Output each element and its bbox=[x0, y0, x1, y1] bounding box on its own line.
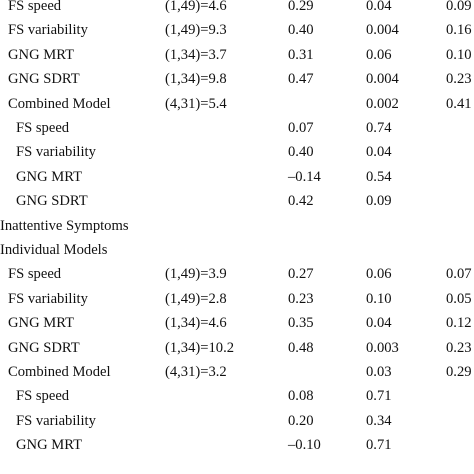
p-value: 0.06 bbox=[366, 46, 392, 63]
r-squared-value: 0.09 bbox=[446, 0, 472, 14]
f-statistic: (1,49)=9.3 bbox=[165, 22, 227, 39]
row-label: FS variability bbox=[8, 290, 88, 307]
r-squared-value: 0.29 bbox=[446, 364, 472, 380]
table-row bbox=[0, 189, 474, 213]
beta-value: 0.29 bbox=[288, 0, 314, 14]
row-label: Individual Models bbox=[0, 242, 108, 258]
beta-value: 0.07 bbox=[288, 120, 314, 136]
p-value: 0.04 bbox=[366, 315, 392, 332]
beta-value: 0.20 bbox=[288, 412, 314, 429]
beta-value: 0.35 bbox=[288, 315, 314, 332]
p-value: 0.09 bbox=[366, 193, 392, 210]
f-statistic: (1,34)=4.6 bbox=[165, 315, 227, 332]
f-statistic: (1,49)=2.8 bbox=[165, 290, 227, 307]
p-value: 0.003 bbox=[366, 339, 399, 356]
p-value: 0.004 bbox=[366, 71, 399, 88]
beta-value: 0.42 bbox=[288, 193, 314, 210]
table-row bbox=[0, 384, 474, 408]
table-row bbox=[0, 311, 474, 335]
table-row bbox=[0, 165, 474, 189]
table-row bbox=[0, 214, 474, 238]
table-row bbox=[0, 18, 474, 42]
r-squared-value: 0.23 bbox=[446, 71, 472, 88]
f-statistic: (1,49)=4.6 bbox=[165, 0, 227, 14]
table-row bbox=[0, 116, 474, 140]
r-squared-value: 0.10 bbox=[446, 46, 472, 63]
p-value: 0.54 bbox=[366, 168, 392, 185]
row-label: GNG MRT bbox=[16, 168, 83, 185]
table-row bbox=[0, 92, 474, 116]
row-label: Combined Model bbox=[8, 364, 111, 380]
p-value: 0.10 bbox=[366, 290, 392, 307]
table-row bbox=[0, 262, 474, 286]
row-label: GNG SDRT bbox=[8, 339, 80, 356]
p-value: 0.03 bbox=[366, 364, 392, 380]
p-value: 0.71 bbox=[366, 388, 392, 405]
p-value: 0.34 bbox=[366, 412, 392, 429]
r-squared-value: 0.12 bbox=[446, 315, 472, 332]
row-label: FS variability bbox=[8, 22, 88, 39]
f-statistic: (1,34)=3.7 bbox=[165, 46, 227, 63]
table-row bbox=[0, 43, 474, 67]
table-row bbox=[0, 238, 474, 262]
row-label: FS speed bbox=[16, 120, 70, 136]
p-value: 0.71 bbox=[366, 437, 392, 454]
beta-value: –0.14 bbox=[288, 168, 321, 185]
beta-value: 0.40 bbox=[288, 22, 314, 39]
p-value: 0.74 bbox=[366, 120, 392, 136]
f-statistic: (1,34)=10.2 bbox=[165, 339, 235, 356]
table-row bbox=[0, 409, 474, 433]
p-value: 0.002 bbox=[366, 95, 399, 112]
p-value: 0.04 bbox=[366, 144, 392, 161]
f-statistic: (4,31)=3.2 bbox=[165, 364, 227, 380]
row-label: FS speed bbox=[8, 0, 62, 14]
r-squared-value: 0.07 bbox=[446, 266, 472, 283]
p-value: 0.06 bbox=[366, 266, 392, 283]
row-label: GNG SDRT bbox=[8, 71, 80, 88]
row-label: GNG MRT bbox=[8, 315, 75, 332]
table-row bbox=[0, 0, 474, 18]
p-value: 0.04 bbox=[366, 0, 392, 14]
row-label: FS speed bbox=[16, 388, 70, 405]
p-value: 0.004 bbox=[366, 22, 399, 39]
row-label: GNG MRT bbox=[16, 437, 83, 454]
beta-value: 0.40 bbox=[288, 144, 314, 161]
row-label: Combined Model bbox=[8, 95, 111, 112]
table-row bbox=[0, 336, 474, 360]
r-squared-value: 0.16 bbox=[446, 22, 472, 39]
beta-value: 0.47 bbox=[288, 71, 314, 88]
table-row bbox=[0, 67, 474, 91]
beta-value: 0.23 bbox=[288, 290, 314, 307]
r-squared-value: 0.41 bbox=[446, 95, 472, 112]
table-row bbox=[0, 360, 474, 384]
beta-value: –0.10 bbox=[288, 437, 321, 454]
row-label: FS variability bbox=[16, 412, 96, 429]
r-squared-value: 0.23 bbox=[446, 339, 472, 356]
row-label: FS variability bbox=[16, 144, 96, 161]
beta-value: 0.27 bbox=[288, 266, 314, 283]
beta-value: 0.08 bbox=[288, 388, 314, 405]
f-statistic: (1,49)=3.9 bbox=[165, 266, 227, 283]
table-row bbox=[0, 140, 474, 164]
row-label: GNG MRT bbox=[8, 46, 75, 63]
f-statistic: (1,34)=9.8 bbox=[165, 71, 227, 88]
beta-value: 0.48 bbox=[288, 339, 314, 356]
row-label: Inattentive Symptoms bbox=[0, 217, 129, 234]
f-statistic: (4,31)=5.4 bbox=[165, 95, 227, 112]
table-row bbox=[0, 287, 474, 311]
r-squared-value: 0.05 bbox=[446, 290, 472, 307]
row-label: GNG SDRT bbox=[16, 193, 88, 210]
row-label: FS speed bbox=[8, 266, 62, 283]
table-row bbox=[0, 433, 474, 457]
beta-value: 0.31 bbox=[288, 46, 314, 63]
